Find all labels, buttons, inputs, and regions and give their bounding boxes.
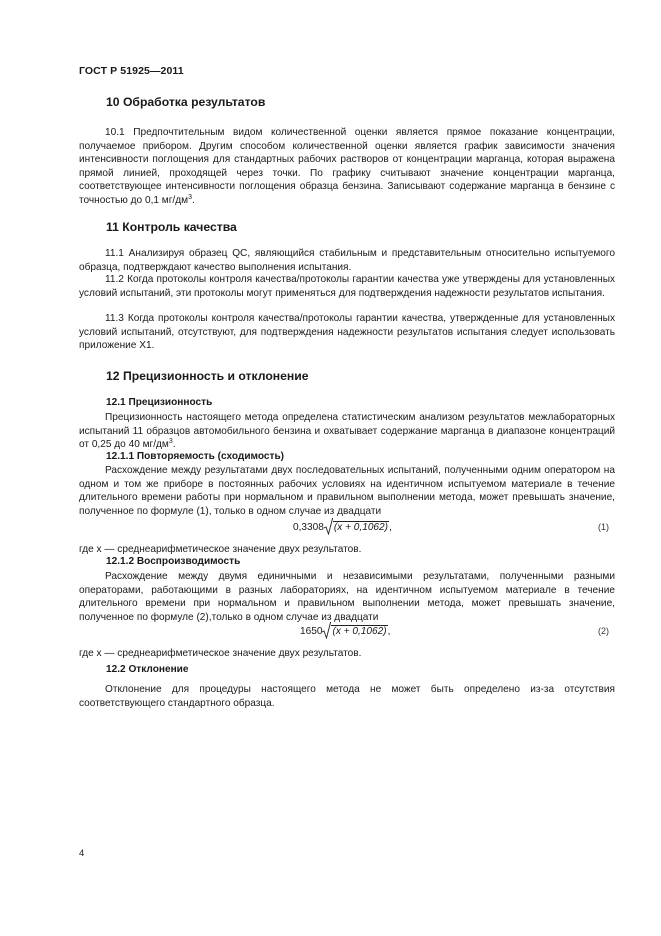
paragraph-11-2 <box>79 273 615 300</box>
formula-2-radicand: (x + 0,1062) <box>332 626 387 637</box>
formula-1-number: (1) <box>598 522 609 532</box>
paragraph-12-1-1-text: Расхождение между результатами двух последовательных испытаний, полученными одним оператором на одном и том же приборе в постоянных рабочих условиях на идентичном испытуемом материале в течение длительного времени работы при нормальном и правильном выполнении метода, может превышать значение, полученное по формуле (1), только в одном случае из двадцати <box>79 465 615 517</box>
subsection-12-2-title: 12.2 Отклонение <box>106 664 189 675</box>
subsection-12-1-title: 12.1 Прецизионность <box>106 397 213 408</box>
paragraph-11-2-text: 11.2 Когда протоколы контроля качества/протоколы гарантии качества уже утверждены для установленных условий испытаний, эти протоколы могут применяться для подтверждения надежности результатов испытания. <box>79 274 615 299</box>
formula-1-comma: , <box>389 522 392 533</box>
sqrt-radical-icon <box>322 622 331 639</box>
section-10-title: 10 Обработка результатов <box>106 95 266 109</box>
formula-2-coefficient: 1650 <box>300 626 323 637</box>
paragraph-12-1-end: . <box>172 439 176 450</box>
paragraph-11-3 <box>79 312 615 353</box>
paragraph-10-1 <box>79 126 615 207</box>
formula-2-number: (2) <box>598 626 609 636</box>
paragraph-12-1-1 <box>79 464 615 518</box>
formula-2-sqrt <box>322 625 387 637</box>
formula-1 <box>293 521 392 533</box>
paragraph-11-1-text: 11.1 Анализируя образец QC, являющийся стабильным и представительным относительно испытуемого образца, подтверждают качество выполнения испытания. <box>79 248 615 273</box>
paragraph-12-2-text: Отклонение для процедуры настоящего метода не может быть определено из-за отсутствия соответствующего стандартного образца. <box>79 684 615 709</box>
formula-1-coefficient: 0,3308 <box>293 522 324 533</box>
paragraph-12-2 <box>79 683 615 710</box>
where-2: где x — среднеарифметическое значение двух результатов. <box>79 648 362 659</box>
paragraph-12-1 <box>79 411 615 452</box>
where-1: где x — среднеарифметическое значение двух результатов. <box>79 544 362 555</box>
paragraph-12-1-2 <box>79 570 615 624</box>
paragraph-12-1-sup: 3 <box>168 438 173 445</box>
paragraph-10-1-sup: 3 <box>188 193 192 201</box>
formula-1-sqrt <box>324 521 389 533</box>
document-header: ГОСТ Р 51925—2011 <box>79 65 184 77</box>
section-12-title: 12 Прецизионность и отклонение <box>106 369 309 383</box>
paragraph-10-1-end: . <box>191 194 195 206</box>
formula-2 <box>300 625 390 637</box>
subsection-12-1-1-title: 12.1.1 Повторяемость (сходимость) <box>106 451 285 462</box>
page-number: 4 <box>79 848 85 859</box>
paragraph-11-3-text: 11.3 Когда протоколы контроля качества/протоколы гарантии качества, утвержденные для установленных условий испытаний, отсутствуют, для подтверждения надежности результатов испытания следует использовать приложение Х1. <box>79 313 615 351</box>
paragraph-12-1-2-text: Расхождение между двумя единичными и независимыми результатами, полученными разными операторами, работающими в разных лабораториях, на идентичном испытуемом материале в течение длительного времени при нормальном и правильном выполнении метода, может превышать значение, полученное по формуле (2),только в одном случае из двадцати <box>79 571 615 623</box>
formula-1-radicand: (x + 0,1062) <box>333 522 389 533</box>
formula-2-comma: , <box>387 626 391 637</box>
paragraph-10-1-text: 10.1 Предпочтительным видом количественной оценки является прямое показание концентрации, получаемое прибором. Другим способом количественной оценки является график зависимости значения интенсивности поглощения для стандартных рабочих растворов от концентрации марганца, которая выражена прямой линией, проходящей через точки. По графику считывают значение концентрации марганца, соответствующее интенсивности поглощения образца бензина. Записывают содержание марганца в бензине с точностью до 0,1 мг/дм <box>79 127 615 206</box>
paragraph-11-1 <box>79 247 615 274</box>
subsection-12-1-2-title: 12.1.2 Воспроизводимость <box>106 556 241 567</box>
sqrt-radical-icon <box>324 518 333 535</box>
paragraph-12-1-text: Прецизионность настоящего метода определена статистическим анализом результатов межлабораторных испытаний 11 образцов автомобильного бензина и охватывает содержание марганца в диапазоне концентраций от 0,25 до 40 мг/дм <box>79 412 615 450</box>
section-11-title: 11 Контроль качества <box>106 220 237 234</box>
